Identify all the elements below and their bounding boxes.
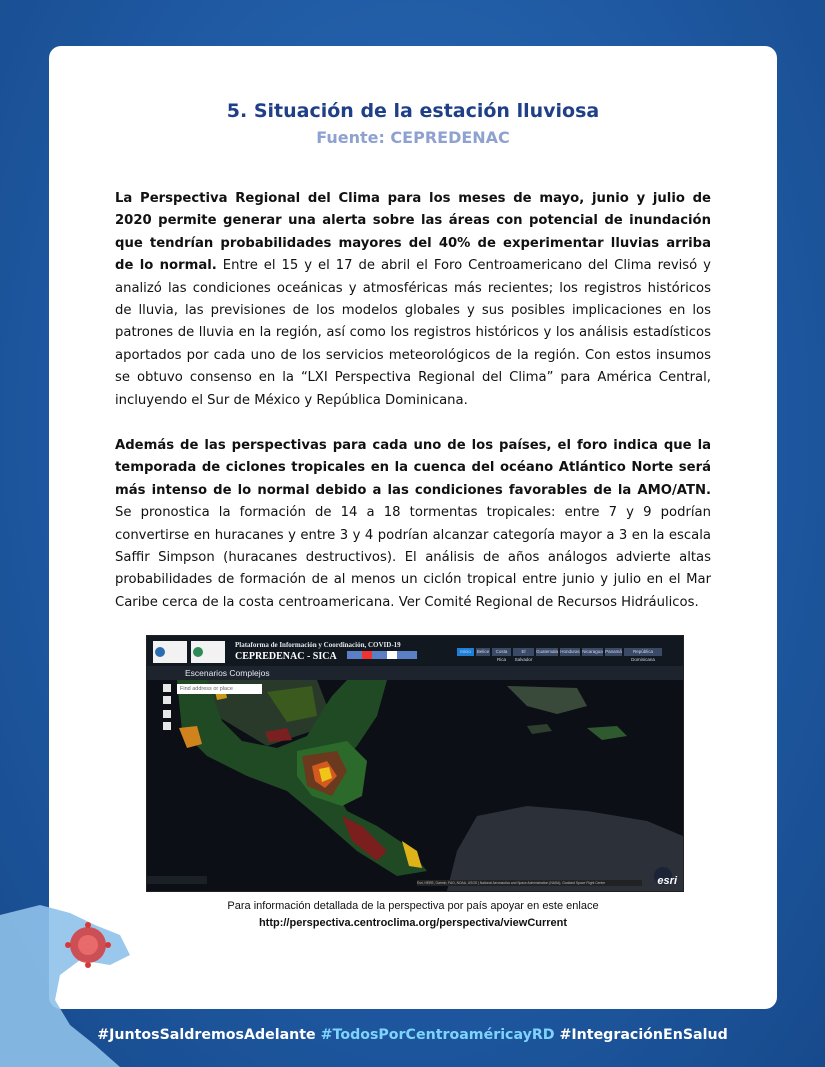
esri-logo: esri — [657, 875, 677, 887]
map-tab-el-salvador[interactable]: El Salvador — [514, 649, 533, 662]
map-tab-republica-dominicana[interactable]: República Dominicana — [624, 648, 662, 656]
map-screenshot — [146, 635, 684, 892]
section-title: 5. Situación de la estación lluviosa — [226, 100, 600, 122]
paragraph-cyclones — [115, 435, 711, 614]
paragraph-forecast — [115, 188, 711, 412]
map-subtitle: Escenarios Complejos — [185, 668, 270, 678]
map-attribution: Esri, HERE, Garmin, FAO, NOAA, USGS | National Aeronautics and Space Administration (NASA), Goddard Space Flight Center — [417, 880, 642, 886]
hashtag-juntos: #JuntosSaldremosAdelante — [97, 1027, 316, 1043]
paragraph-cyclones-bold: Además de las perspectivas para cada uno de los países, el foro indica que la temporada de ciclones tropicales en la cuenca del océano Atlántico Norte será más intenso de lo normal debido a las condiciones favorables de la AMO/ATN. — [115, 438, 711, 498]
flags-strip — [347, 651, 417, 659]
map-tab-costa-rica[interactable]: Costa Rica — [492, 648, 511, 656]
caption-text: Para información detallada de la perspectiva por país apoyar en este enlace — [227, 900, 599, 912]
content-card — [49, 46, 777, 1009]
map-header-line1: Plataforma de Información y Coordinación, COVID-19 — [235, 641, 401, 649]
map-tab-honduras[interactable]: Honduras — [560, 649, 580, 654]
hashtag-integracion: #IntegraciónEnSalud — [559, 1027, 728, 1043]
footer-hashtags — [0, 1027, 825, 1043]
map-tab-belice[interactable]: Belice — [476, 649, 490, 654]
paragraph-cyclones-text: Se pronostica la formación de 14 a 18 tormentas tropicales: entre 7 y 9 podrían convertirse en huracanes y entre 3 y 4 podrían alcanzar categoría mayor a 3 en la escala Saffir Simpson (huracanes destructivos). El análisis de años análogos advierte altas probabilidades de formación de al menos un ciclón tropical entre junio y julio en el Mar Caribe cerca de la costa centroamericana. Ver Comité Regional de Recursos Hidráulicos. — [115, 505, 711, 610]
map-tab-panama[interactable]: Panamá — [605, 649, 622, 654]
map-tab-guatemala[interactable]: Guatemala — [536, 649, 559, 654]
map-tab-nicaragua[interactable]: Nicaragua — [582, 649, 603, 654]
map-tab-inicio[interactable]: Inicio — [457, 648, 474, 656]
paragraph-forecast-text: Entre el 15 y el 17 de abril el Foro Centroamericano del Clima revisó y analizó las condiciones oceánicas y atmosféricas más recientes; los registros históricos de lluvia, las previsiones de los modelos globales y sus posibles implicaciones en los patrones de lluvia en la región, así como los registros históricos y los análisis estadísticos aportados por cada uno de los servicios meteorológicos de la región. Con estos insumos se obtuvo consenso en la “LXI Perspectiva Regional del Clima” para América Central, incluyendo el Sur de México y República Dominicana. — [115, 258, 711, 408]
hashtag-todos: #TodosPorCentroaméricayRD — [320, 1027, 555, 1043]
section-source: Fuente: CEPREDENAC — [316, 128, 510, 147]
map-header-line2: CEPREDENAC - SICA — [235, 651, 337, 662]
paragraph-forecast-bold: La Perspectiva Regional del Clima para los meses de mayo, junio y julio de 2020 permite generar una alerta sobre las áreas con potencial de inundación que tendrían probabilidades mayores del 40% de experimentar lluvias arriba de lo normal. — [115, 191, 711, 274]
map-search-input[interactable]: Find address or place — [177, 684, 262, 694]
caption-link[interactable]: http://perspectiva.centroclima.org/perspectiva/viewCurrent — [258, 917, 568, 929]
map-caption — [49, 898, 777, 932]
